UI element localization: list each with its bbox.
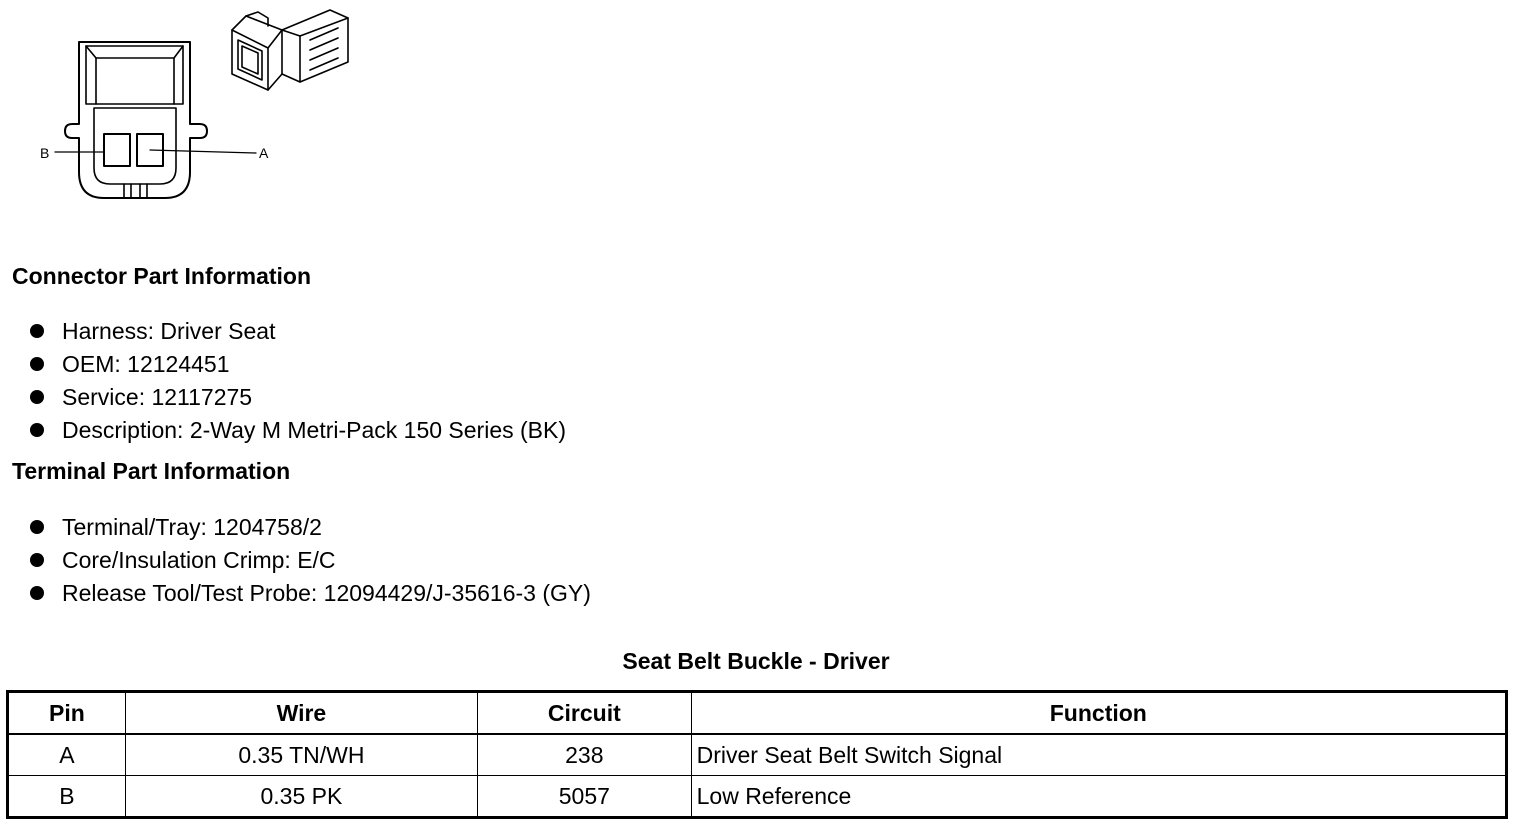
pinout-table xyxy=(6,690,1508,819)
list-item-text: Harness: Driver Seat xyxy=(62,318,276,344)
column-header-circuit: Circuit xyxy=(478,692,692,735)
circuit-cell: 238 xyxy=(478,734,692,776)
column-header-wire: Wire xyxy=(125,692,477,735)
list-item xyxy=(28,578,591,611)
function-cell: Driver Seat Belt Switch Signal xyxy=(691,734,1506,776)
cavity-label-b: B xyxy=(40,145,50,161)
bullet-icon xyxy=(30,520,44,534)
list-item xyxy=(28,545,591,578)
bullet-icon xyxy=(30,423,44,437)
bullet-icon xyxy=(30,553,44,567)
list-item xyxy=(28,415,566,448)
pin-cell: A xyxy=(8,734,126,776)
bullet-icon xyxy=(30,357,44,371)
circuit-cell: 5057 xyxy=(478,776,692,818)
table-header-row xyxy=(8,692,1507,735)
cavity-label-a: A xyxy=(259,145,269,161)
bullet-icon xyxy=(30,390,44,404)
list-item xyxy=(28,349,566,382)
column-header-pin: Pin xyxy=(8,692,126,735)
bullet-icon xyxy=(30,324,44,338)
connector-part-info-list xyxy=(28,316,566,448)
list-item xyxy=(28,382,566,415)
table-caption: Seat Belt Buckle - Driver xyxy=(622,648,890,674)
list-item xyxy=(28,512,591,545)
wire-cell: 0.35 PK xyxy=(125,776,477,818)
list-item-text: Terminal/Tray: 1204758/2 xyxy=(62,514,322,540)
function-cell: Low Reference xyxy=(691,776,1506,818)
connector-diagram xyxy=(0,0,360,215)
connector-part-info-title: Connector Part Information xyxy=(12,263,312,289)
list-item xyxy=(28,316,566,349)
table-row xyxy=(8,734,1507,776)
terminal-part-info-title: Terminal Part Information xyxy=(12,458,291,484)
pin-cell: B xyxy=(8,776,126,818)
column-header-function: Function xyxy=(691,692,1506,735)
cavity-b xyxy=(104,134,130,166)
wire-cell: 0.35 TN/WH xyxy=(125,734,477,776)
terminal-part-info-list xyxy=(28,512,591,611)
list-item-text: OEM: 12124451 xyxy=(62,351,230,377)
list-item-text: Service: 12117275 xyxy=(62,384,253,410)
table-row xyxy=(8,776,1507,818)
connector-face-view xyxy=(55,42,256,198)
list-item-text: Release Tool/Test Probe: 12094429/J-35616-3 (GY) xyxy=(62,580,591,606)
list-item-text: Description: 2-Way M Metri-Pack 150 Series (BK) xyxy=(62,417,567,443)
connector-isometric-view xyxy=(232,10,348,90)
list-item-text: Core/Insulation Crimp: E/C xyxy=(62,547,336,573)
bullet-icon xyxy=(30,586,44,600)
